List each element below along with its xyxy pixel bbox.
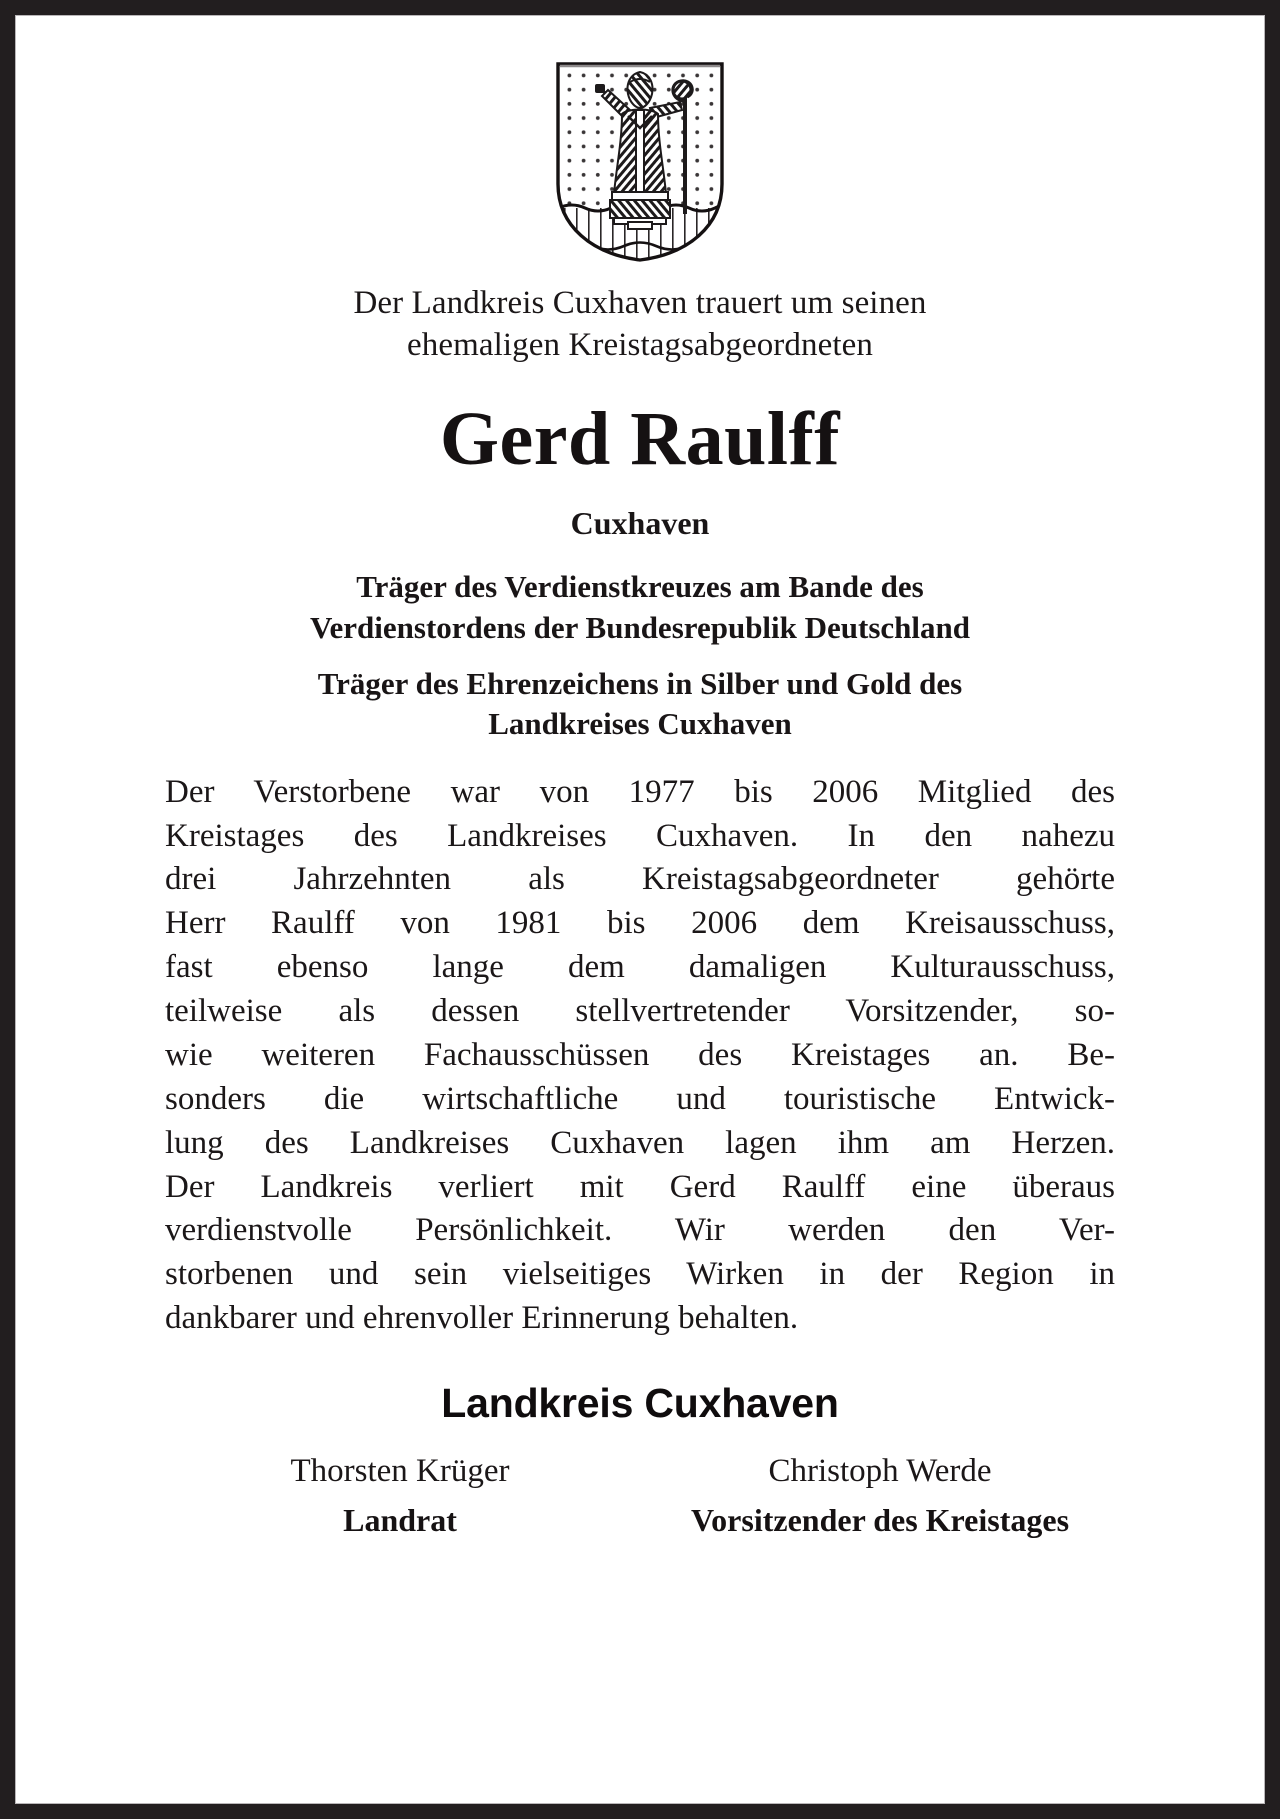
- body-line: Der Verstorbene war von 1977 bis 2006 Mitglied des: [165, 773, 1115, 810]
- body-line: sonders die wirtschaftliche und touristische Entwick-: [165, 1080, 1115, 1117]
- body-line: dankbarer und ehrenvoller Erinnerung behalten.: [165, 1300, 799, 1337]
- body-line: teilweise als dessen stellvertretender Vorsitzender, so-: [165, 993, 1115, 1030]
- honor-line: Verdienstordens der Bundesrepublik Deutschland: [309, 609, 971, 645]
- cuxhaven-coat-of-arms-icon: [552, 58, 728, 266]
- deceased-name: Gerd Raulff: [439, 397, 841, 482]
- honor-item: [310, 664, 970, 745]
- body-line: storbenen und sein vielseitiges Wirken in der Region in: [165, 1256, 1115, 1293]
- body-line: verdienstvolle Persönlichkeit. Wir werden den Ver-: [165, 1212, 1115, 1249]
- signatory-role: Vorsitzender des Kreistages: [690, 1501, 1070, 1538]
- body-line: Kreistages des Landkreises Cuxhaven. In den nahezu: [165, 817, 1115, 854]
- signatory: [640, 1452, 1120, 1539]
- honor-line: Träger des Verdienstkreuzes am Bande des: [356, 569, 924, 605]
- tribute-body: [165, 771, 1115, 1341]
- intro-line-2: ehemaligen Kreistagsabgeordneten: [407, 327, 873, 364]
- body-line: Der Landkreis verliert mit Gerd Raulff eine überaus: [165, 1168, 1115, 1205]
- signatory: [160, 1452, 640, 1539]
- body-line: Herr Raulff von 1981 bis 2006 dem Kreisausschuss,: [165, 905, 1115, 942]
- body-line: drei Jahrzehnten als Kreistagsabgeordneter gehörte: [165, 861, 1115, 898]
- deceased-city: Cuxhaven: [570, 505, 710, 542]
- honor-line: Träger des Ehrenzeichens in Silber und Gold des: [317, 666, 963, 702]
- signatory-block: [160, 1452, 1120, 1539]
- intro-text: [353, 282, 926, 366]
- honor-item: [310, 567, 970, 648]
- signatory-name: Thorsten Krüger: [290, 1453, 510, 1490]
- organisation-name: Landkreis Cuxhaven: [441, 1380, 839, 1427]
- coat-of-arms-container: [16, 58, 1264, 266]
- notice-sheet: [15, 15, 1265, 1804]
- body-line: lung des Landkreises Cuxhaven lagen ihm am Herzen.: [165, 1124, 1115, 1161]
- signatory-name: Christoph Werde: [768, 1453, 992, 1490]
- honor-line: Landkreises Cuxhaven: [488, 706, 792, 742]
- body-line: fast ebenso lange dem damaligen Kulturausschuss,: [165, 949, 1115, 986]
- signatory-role: Landrat: [343, 1501, 457, 1538]
- intro-line-1: Der Landkreis Cuxhaven trauert um seinen: [353, 285, 927, 321]
- honors-list: [310, 567, 970, 744]
- body-line: wie weiteren Fachausschüssen des Kreistages an. Be-: [165, 1036, 1115, 1073]
